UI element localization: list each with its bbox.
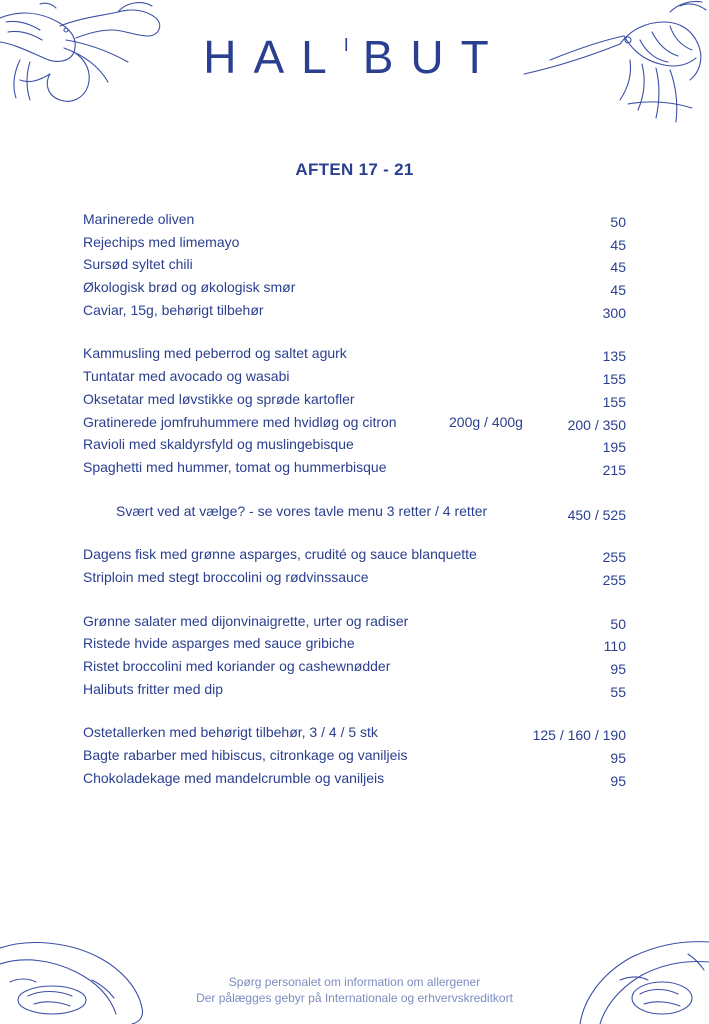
menu-section <box>83 543 628 588</box>
menu-section <box>83 208 628 321</box>
menu-item <box>83 632 628 655</box>
menu-item-name: Rejechips med limemayo <box>83 233 240 250</box>
menu-item <box>83 678 628 701</box>
menu-item-name: Oksetatar med løvstikke og sprøde kartofler <box>83 390 355 407</box>
menu-item-name: Dagens fisk med grønne asparges, crudité og sauce blanquette <box>83 546 477 563</box>
menu-item <box>83 456 628 479</box>
menu-item-price: 95 <box>610 750 626 767</box>
menu-item <box>83 276 628 299</box>
menu-item-price: 135 <box>602 348 626 365</box>
logo-tick: I <box>343 35 363 55</box>
menu-item <box>83 433 628 456</box>
menu-item-name: Bagte rabarber med hibiscus, citronkage og vaniljeis <box>83 747 408 764</box>
menu-item-name: Gratinerede jomfruhummere med hvidløg og citron <box>83 413 397 430</box>
menu-item-size: 200g / 400g <box>449 413 523 430</box>
logo-text-right: BUT <box>362 31 506 83</box>
menu-item-price: 215 <box>602 461 626 478</box>
menu-item-price: 255 <box>602 549 626 566</box>
menu-item <box>83 342 628 365</box>
menu-item-price: 50 <box>610 214 626 230</box>
menu-item <box>83 655 628 678</box>
menu-item-price: 45 <box>610 282 626 299</box>
menu-item-price: 95 <box>610 772 626 789</box>
menu-item-name: Økologisk brød og økologisk smør <box>83 279 296 296</box>
menu-item <box>83 566 628 589</box>
menu-item-name: Spaghetti med hummer, tomat og hummerbisque <box>83 458 387 475</box>
menu-item-price: 195 <box>602 439 626 456</box>
menu-item <box>83 543 628 566</box>
menu-item-price: 110 <box>603 638 626 655</box>
menu-item-price: 125 / 160 / 190 <box>532 727 626 744</box>
menu-section <box>83 500 628 523</box>
menu-item-name: Striploin med stegt broccolini og rødvinssauce <box>83 568 369 585</box>
menu-item-price: 450 / 525 <box>567 506 626 523</box>
menu-item-price: 155 <box>602 371 626 388</box>
menu-item-price: 200 / 350 <box>567 416 626 433</box>
menu-item-name: Ristet broccolini med koriander og cashewnødder <box>83 658 391 674</box>
footer-allergen-note: Spørg personalet om information om allergener <box>228 975 481 989</box>
menu-item-price: 300 <box>602 304 626 321</box>
menu-item-name: Marinerede oliven <box>83 211 195 227</box>
menu-item-price: 155 <box>602 393 626 410</box>
menu-section <box>83 342 628 478</box>
menu-heading: AFTEN 17 - 21 <box>295 160 414 179</box>
menu-item-price: 255 <box>602 571 626 588</box>
menu-item <box>83 610 628 633</box>
menu-item <box>83 299 628 322</box>
menu-item-price: 45 <box>610 259 626 276</box>
menu-item-name: Kammusling med peberrod og saltet agurk <box>83 345 347 362</box>
menu-item-price: 95 <box>610 661 626 677</box>
menu-item-name: Tuntatar med avocado og wasabi <box>83 368 290 385</box>
menu-item-name: Halibuts fritter med dip <box>83 680 224 697</box>
menu-item-name: Ravioli med skaldyrsfyld og muslingebisque <box>83 436 354 453</box>
menu-item <box>83 388 628 411</box>
footer-fee-note: Der pålægges gebyr på Internationale og erhvervskreditkort <box>196 991 513 1005</box>
menu-item-price: 55 <box>610 683 626 700</box>
menu-item-name: Ostetallerken med behørigt tilbehør, 3 / 4 / 5 stk <box>83 724 378 741</box>
menu-item-price: 45 <box>610 236 626 253</box>
menu-list <box>83 208 628 810</box>
menu-item <box>83 253 628 276</box>
footer <box>0 974 709 1006</box>
menu-section <box>83 610 628 701</box>
menu-item <box>83 767 628 790</box>
menu-item-name: Caviar, 15g, behørigt tilbehør <box>83 301 264 318</box>
menu-item <box>83 208 628 231</box>
menu-item <box>83 411 628 434</box>
menu-item-name: Chokoladekage med mandelcrumble og vaniljeis <box>83 769 385 786</box>
menu-item-name: Ristede hvide asparges med sauce gribiche <box>83 635 355 652</box>
menu-item <box>83 365 628 388</box>
menu-item-price: 50 <box>610 615 626 632</box>
menu-item <box>83 231 628 254</box>
menu-item <box>83 500 628 523</box>
menu-item <box>83 721 628 744</box>
menu-section <box>83 721 628 789</box>
menu-item-name: Svært ved at vælge? - se vores tavle menu 3 retter / 4 retter <box>116 502 488 519</box>
logo-text-left: HAL <box>203 31 344 83</box>
restaurant-logo <box>0 31 709 83</box>
menu-item-name: Grønne salater med dijonvinaigrette, urter og radiser <box>83 612 409 629</box>
menu-item-name: Sursød syltet chili <box>83 256 193 273</box>
menu-item <box>83 744 628 767</box>
